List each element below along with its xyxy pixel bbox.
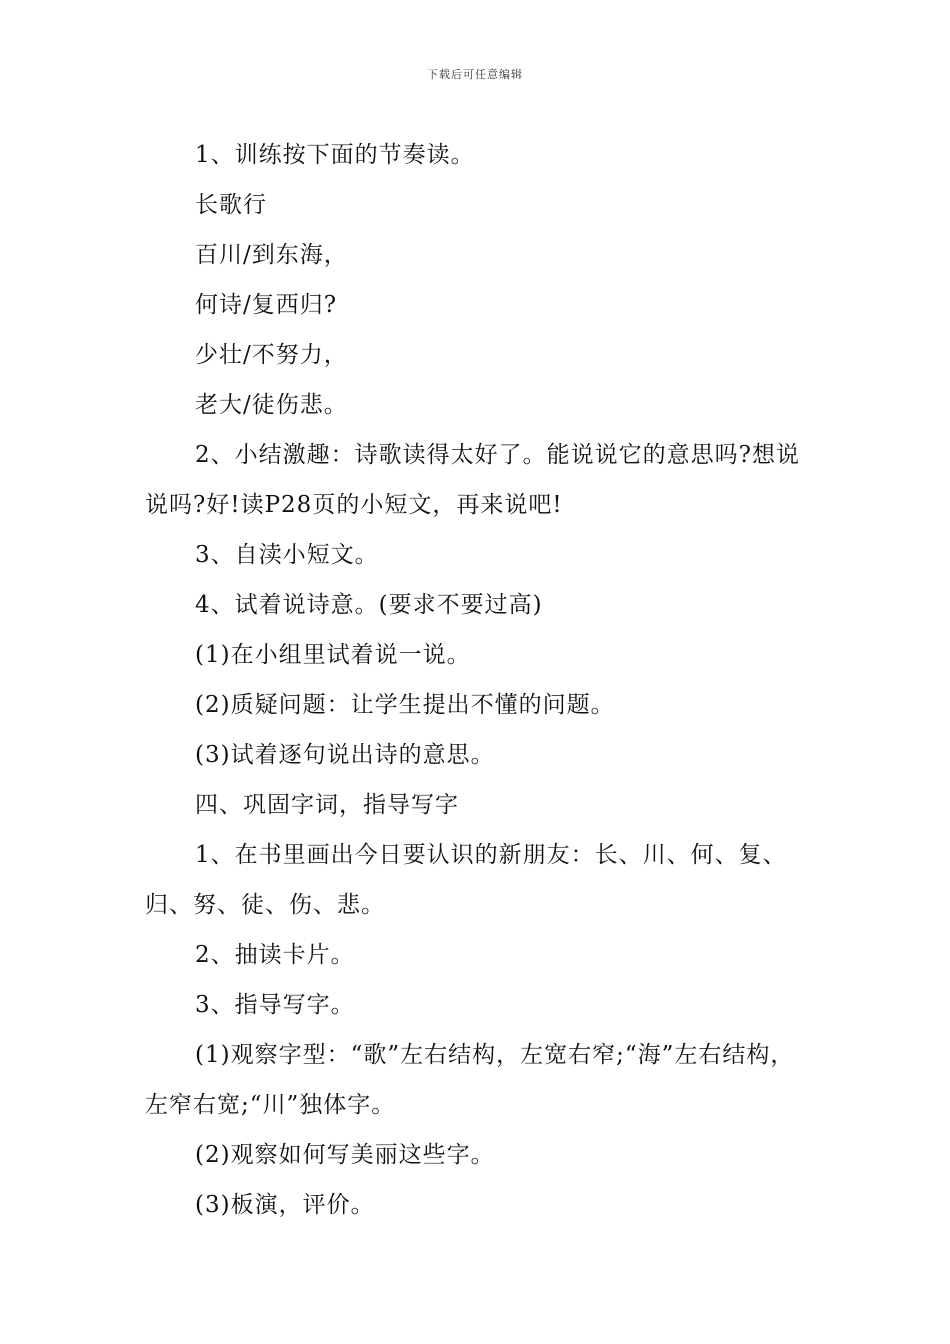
document-body [145, 130, 810, 1230]
paragraph: (3)试着逐句说出诗的意思。 [195, 742, 495, 768]
paragraph: 老大/徒伤悲。 [195, 392, 348, 418]
paragraph: 百川/到东海， [195, 242, 348, 268]
paragraph: 4、试着说诗意。(要求不要过高) [195, 592, 543, 618]
paragraph: 2、小结激趣：诗歌读得太好了。能说说它的意思吗?想说说吗?好!读P28页的小短文，再来说吧! [145, 442, 800, 518]
paragraph: (2)质疑问题：让学生提出不懂的问题。 [195, 692, 615, 718]
paragraph: (1)在小组里试着说一说。 [195, 642, 471, 668]
paragraph: 3、自渎小短文。 [195, 542, 379, 568]
paragraph: 3、指导写字。 [195, 992, 355, 1018]
paragraph: 1、在书里画出今日要认识的新朋友：长、川、何、复、归、努、徒、伤、悲。 [145, 842, 787, 918]
paragraph: 何诗/复西归? [195, 292, 338, 318]
paragraph: 少壮/不努力， [195, 342, 348, 368]
page-header: 下载后可任意编辑 [427, 68, 523, 81]
paragraph: (1)观察字型：“歌”左右结构，左宽右窄;“海”左右结构，左窄右宽;“川”独体字。 [145, 1042, 795, 1118]
paragraph: 长歌行 [195, 192, 267, 218]
paragraph: 2、抽读卡片。 [195, 942, 355, 968]
paragraph: 1、训练按下面的节奏读。 [195, 142, 475, 168]
paragraph: (3)板演，评价。 [195, 1192, 375, 1218]
section-heading: 四、巩固字词，指导写字 [195, 792, 459, 818]
paragraph: (2)观察如何写美丽这些字。 [195, 1142, 495, 1168]
